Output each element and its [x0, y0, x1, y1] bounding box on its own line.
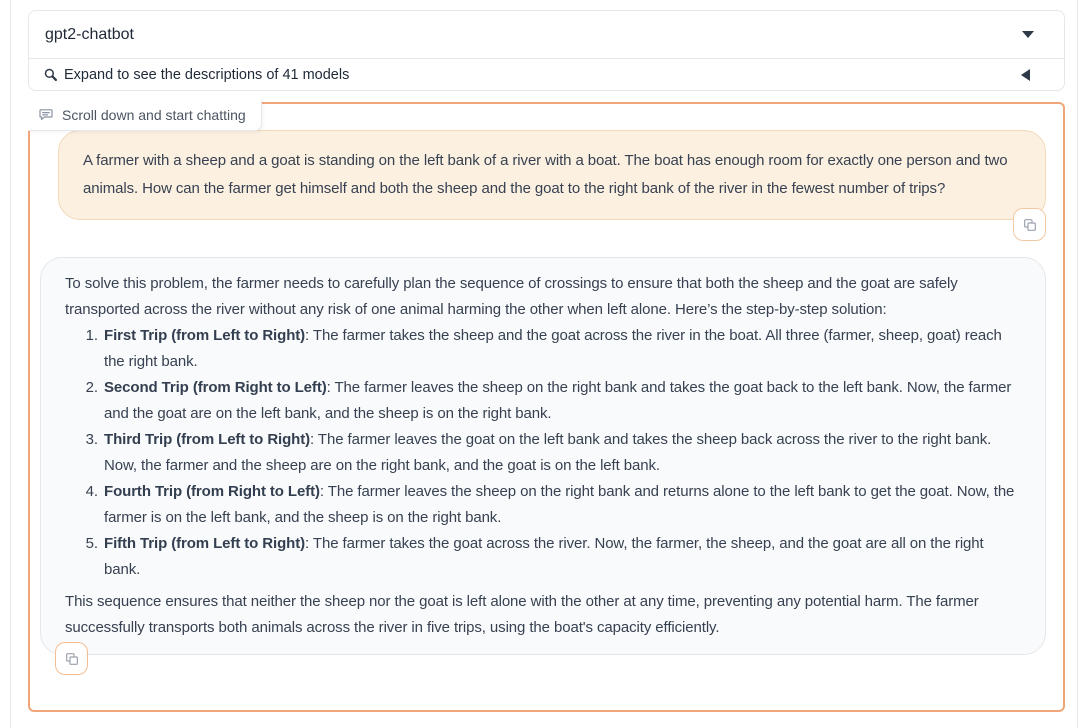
user-message-text: A farmer with a sheep and a goat is standing on the left bank of a river with a boat. The boat has enough room for exactly one person and two animals. How can the farmer get himself and both the sheep and the goat to the right bank of the river in the fewest number of trips?	[83, 152, 1008, 197]
copy-bot-message-button[interactable]	[55, 642, 88, 675]
chatbot-panel[interactable]	[28, 102, 1065, 712]
list-item: 1. First Trip (from Left to Right): The farmer takes the sheep and the goat across the river in the boat. All three (farmer, sheep, goat) reach the right bank.	[102, 323, 1021, 375]
model-descriptions-accordion[interactable]	[29, 59, 1064, 90]
model-selector-group	[28, 10, 1065, 91]
bot-message-intro: To solve this problem, the farmer needs to carefully plan the sequence of crossings to ensure that both the sheep and the goat are safely transported across the river without any risk of one animal harming the other when left alone. Here’s the step-by-step solution:	[65, 275, 958, 318]
bot-message	[40, 257, 1046, 655]
list-item: 4. Fourth Trip (from Right to Left): The farmer leaves the sheep on the right bank and returns alone to the left bank to get the goat. Now, the farmer is on the left bank, and the sheep is on the right bank.	[102, 479, 1021, 531]
right-column-divider	[1077, 0, 1078, 728]
speech-bubble-icon	[38, 107, 54, 123]
user-message	[58, 130, 1046, 220]
model-dropdown-value: gpt2-chatbot	[45, 25, 134, 43]
list-item: 3. Third Trip (from Left to Right): The farmer leaves the goat on the left bank and takes the sheep back across the river to the right bank. Now, the farmer and the sheep are on the right bank, and the goat is on the left bank.	[102, 427, 1021, 479]
left-column-divider	[10, 0, 11, 728]
chatbot-label	[28, 100, 262, 131]
bot-message-conclusion: This sequence ensures that neither the sheep nor the goat is left alone with the other at any time, preventing any potential harm. The farmer successfully transports both animals across the river in five trips, using the boat's capacity efficiently.	[65, 593, 979, 636]
solution-steps-list	[65, 323, 1021, 583]
magnifier-icon	[43, 67, 58, 82]
accordion-collapse-icon[interactable]	[1021, 69, 1030, 81]
accordion-label: Expand to see the descriptions of 41 models	[64, 66, 350, 83]
model-dropdown[interactable]	[29, 11, 1064, 59]
copy-user-message-button[interactable]	[1013, 208, 1046, 241]
chatbot-label-text: Scroll down and start chatting	[62, 107, 246, 123]
copy-icon	[1022, 217, 1038, 233]
list-item: 5. Fifth Trip (from Left to Right): The farmer takes the goat across the river. Now, the farmer, the sheep, and the goat are all on the right bank.	[102, 531, 1021, 583]
dropdown-caret-icon[interactable]	[1022, 31, 1034, 38]
chat-message-area[interactable]	[30, 104, 1063, 710]
copy-icon	[64, 651, 80, 667]
list-item: 2. Second Trip (from Right to Left): The farmer leaves the sheep on the right bank and takes the goat back to the left bank. Now, the farmer and the goat are on the left bank, and the sheep is on the right bank.	[102, 375, 1021, 427]
